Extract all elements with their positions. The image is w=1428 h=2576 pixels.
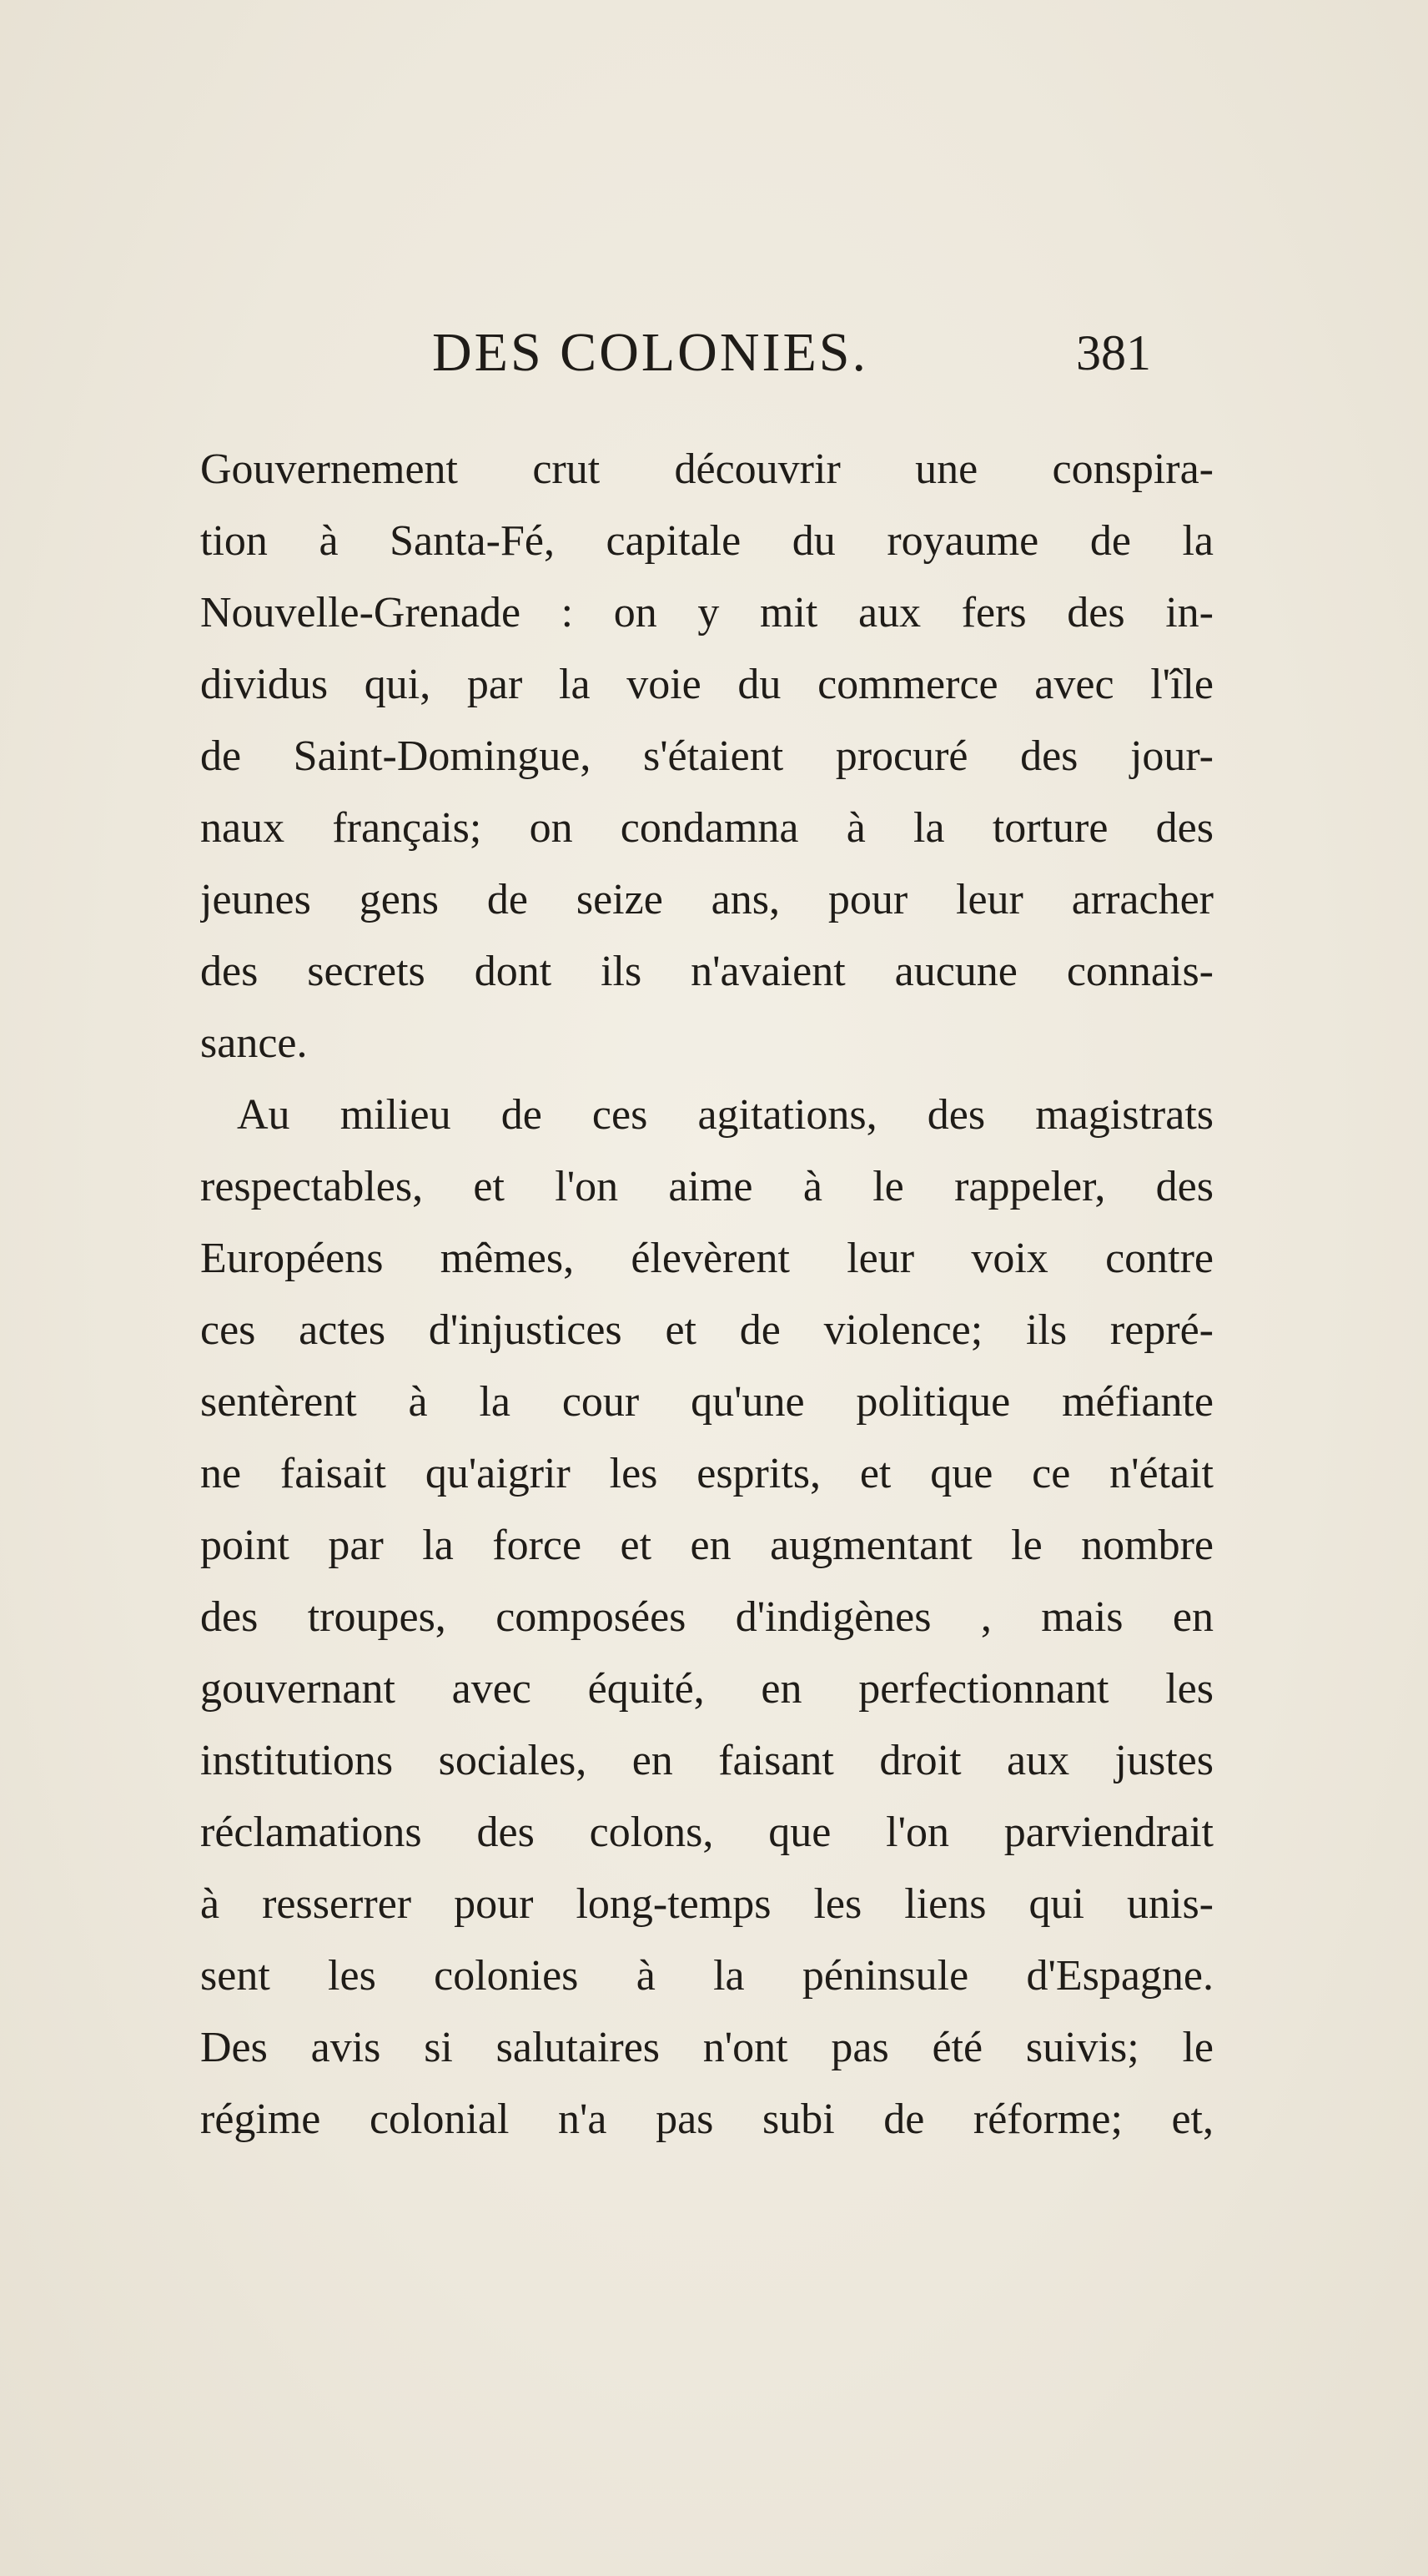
- text-line: point par la force et en augmentant le nombre: [200, 1522, 1214, 1569]
- text-line: Gouvernement crut découvrir une conspira-: [200, 445, 1214, 493]
- text-line: sance.: [200, 1019, 308, 1067]
- text-line: gouvernant avec équité, en perfectionnant les: [200, 1665, 1214, 1713]
- text-line: régime colonial n'a pas subi de réforme; et,: [200, 2096, 1214, 2143]
- text-line: naux français; on condamna à la torture des: [200, 804, 1214, 852]
- text-line: respectables, et l'on aime à le rappeler, des: [200, 1163, 1214, 1210]
- running-head: [0, 315, 1428, 390]
- text-line: ne faisait qu'aigrir les esprits, et que ce n'était: [200, 1450, 1214, 1497]
- running-title: DES COLONIES.: [432, 322, 869, 383]
- text-line: sentèrent à la cour qu'une politique méfiante: [200, 1378, 1214, 1426]
- text-line: des troupes, composées d'indigènes , mais en: [200, 1593, 1214, 1641]
- text-line: dividus qui, par la voie du commerce avec l'île: [200, 661, 1214, 708]
- text-line: jeunes gens de seize ans, pour leur arracher: [200, 876, 1214, 923]
- body-text: [200, 434, 1214, 2156]
- text-line: des secrets dont ils n'avaient aucune connais-: [200, 948, 1214, 995]
- text-line: tion à Santa-Fé, capitale du royaume de la: [200, 517, 1214, 565]
- text-line: ces actes d'injustices et de violence; ils repré-: [200, 1306, 1214, 1354]
- text-line: réclamations des colons, que l'on parviendrait: [200, 1809, 1214, 1856]
- text-line: Européens mêmes, élevèrent leur voix contre: [200, 1235, 1214, 1282]
- text-line: de Saint-Domingue, s'étaient procuré des jour-: [200, 732, 1214, 780]
- text-line: à resserrer pour long-temps les liens qui unis-: [200, 1880, 1214, 1928]
- text-line: institutions sociales, en faisant droit aux justes: [200, 1737, 1214, 1784]
- text-line: sent les colonies à la péninsule d'Espagne.: [200, 1952, 1214, 2000]
- page-number: 381: [1076, 325, 1151, 380]
- text-line: Nouvelle-Grenade : on y mit aux fers des in-: [200, 589, 1214, 636]
- text-line: Au milieu de ces agitations, des magistrats: [237, 1091, 1214, 1139]
- text-line: Des avis si salutaires n'ont pas été suivis; le: [200, 2024, 1214, 2071]
